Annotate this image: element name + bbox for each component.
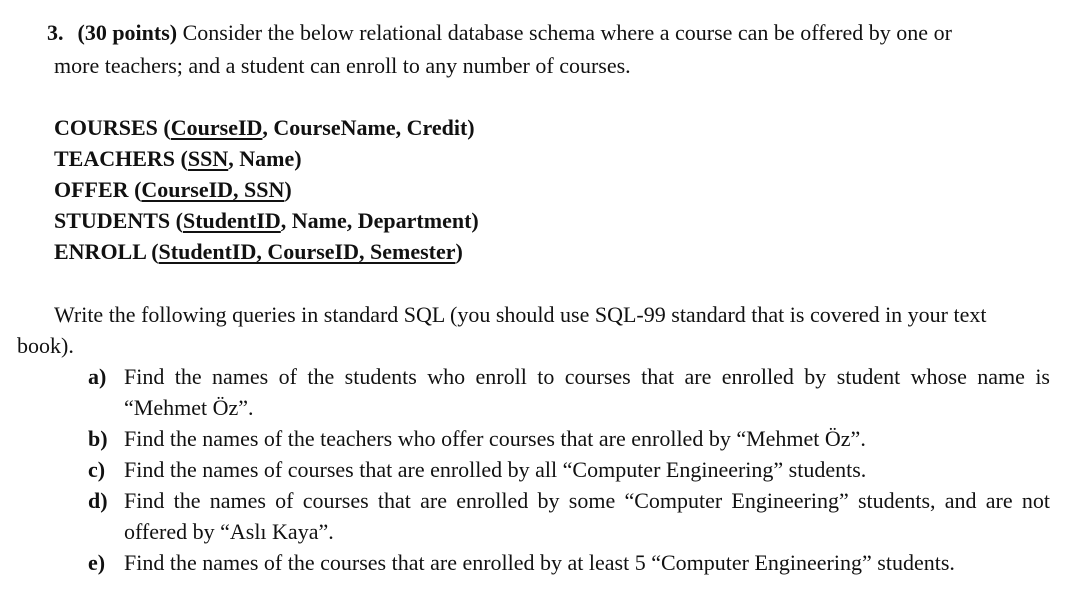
schema-row-offer: [54, 174, 479, 205]
question-intro-line2: more teachers; and a student can enroll to any number of courses.: [54, 53, 631, 78]
table-attributes: , CourseName, Credit): [262, 115, 475, 140]
schema-row-courses: [54, 112, 479, 143]
table-name: ENROLL: [54, 239, 146, 264]
table-name: STUDENTS: [54, 208, 171, 233]
schema-row-teachers: [54, 143, 479, 174]
query-part-a: [88, 361, 1050, 423]
primary-key: SSN: [187, 146, 229, 171]
question-intro-line1: Consider the below relational database schema where a course can be offered by one or: [182, 20, 952, 45]
query-part-b: [88, 423, 1050, 454]
question-header: [47, 17, 1057, 48]
table-attributes: ): [284, 177, 292, 202]
primary-key: StudentID: [182, 208, 281, 233]
primary-key: StudentID, CourseID, Semester: [158, 239, 456, 264]
part-label: e): [88, 550, 106, 575]
part-label: d): [88, 488, 108, 513]
instructions-line1: Write the following queries in standard SQL (you should use SQL-99 standard that is covered in your text: [54, 302, 987, 327]
part-label: c): [88, 457, 106, 482]
schema-row-enroll: [54, 236, 479, 267]
primary-key: CourseID, SSN: [141, 177, 285, 202]
table-attributes: , Name): [228, 146, 302, 171]
paren-open: (: [157, 115, 171, 140]
part-text: Find the names of the students who enroll to courses that are enrolled by student whose name is “Mehmet Öz”.: [124, 364, 1050, 420]
paren-open: (: [170, 208, 183, 233]
part-text: Find the names of courses that are enrolled by all “Computer Engineering” students.: [124, 457, 867, 482]
query-part-c: [88, 454, 1050, 485]
question-number: 3.: [47, 20, 64, 45]
query-part-d: [88, 485, 1050, 547]
question-points: (30 points): [77, 20, 178, 45]
paren-open: (: [175, 146, 188, 171]
part-label: b): [88, 426, 108, 451]
schema-block: [54, 112, 479, 267]
table-name: COURSES: [54, 115, 158, 140]
paren-open: (: [128, 177, 142, 202]
query-parts-list: [88, 361, 1050, 578]
part-text: Find the names of the courses that are enrolled by at least 5 “Computer Engineering” students.: [124, 550, 955, 575]
table-name: TEACHERS: [54, 146, 176, 171]
schema-row-students: [54, 205, 479, 236]
primary-key: CourseID: [170, 115, 263, 140]
table-name: OFFER: [54, 177, 129, 202]
paren-open: (: [145, 239, 159, 264]
table-attributes: ): [455, 239, 463, 264]
query-part-e: [88, 547, 1050, 578]
part-label: a): [88, 364, 107, 389]
part-text: Find the names of the teachers who offer courses that are enrolled by “Mehmet Öz”.: [124, 426, 866, 451]
instructions-line2: book).: [17, 333, 74, 358]
table-attributes: , Name, Department): [280, 208, 479, 233]
part-text: Find the names of courses that are enrolled by some “Computer Engineering” students, and are not offered by “Aslı Kaya”.: [124, 488, 1050, 544]
